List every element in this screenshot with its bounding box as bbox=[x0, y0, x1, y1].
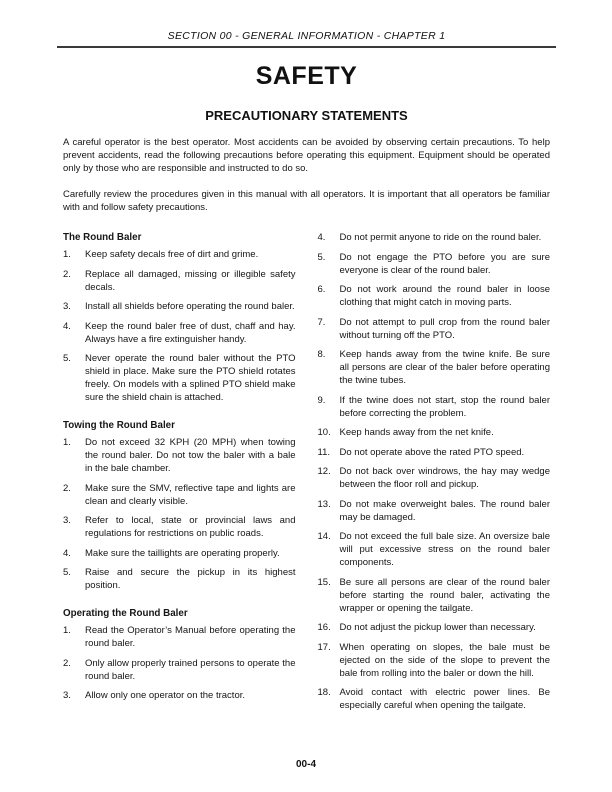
item-text: Keep hands away from the twine knife. Be sure all persons are clear of the baler before operating the twine tubes. bbox=[339, 349, 550, 386]
item-text: Keep safety decals free of dirt and grime. bbox=[85, 249, 259, 260]
page-subtitle: PRECAUTIONARY STATEMENTS bbox=[205, 108, 408, 123]
list-item bbox=[318, 348, 551, 387]
list-item bbox=[318, 316, 551, 342]
item-text: Do not permit anyone to ride on the round baler. bbox=[339, 232, 542, 243]
item-text: Never operate the round baler without the PTO shield in place. Make sure the PTO shield rotates freely. On models with a splined PTO shield make sure the shield chain is attached. bbox=[85, 353, 296, 403]
item-text: Read the Operator’s Manual before operating the round baler. bbox=[85, 625, 296, 649]
item-number: 2. bbox=[63, 657, 71, 669]
intro-paragraph-2: Carefully review the procedures given in this manual with all operators. It is important that all operators be familiar with and follow safety precautions. bbox=[63, 189, 550, 213]
right-column bbox=[318, 231, 551, 712]
section-heading: The Round Baler bbox=[63, 232, 142, 243]
list-item bbox=[63, 547, 296, 560]
item-number: 5. bbox=[63, 567, 71, 578]
item-number: 6. bbox=[317, 284, 326, 295]
page-number: 00-4 bbox=[295, 759, 316, 770]
running-head: SECTION 00 - GENERAL INFORMATION - CHAPTER 1 bbox=[167, 30, 446, 42]
item-number: 16. bbox=[317, 622, 331, 633]
item-text: If the twine does not start, stop the round baler before correcting the problem. bbox=[339, 394, 550, 419]
item-text: Only allow properly trained persons to operate the round baler. bbox=[85, 657, 296, 682]
item-text: Do not back over windrows, the hay may wedge between the floor roll and pickup. bbox=[339, 466, 550, 490]
list-item bbox=[63, 657, 296, 683]
section-the-round-baler bbox=[63, 231, 296, 404]
item-number: 1. bbox=[63, 437, 71, 448]
list-item bbox=[318, 686, 551, 712]
list-item bbox=[318, 530, 551, 569]
item-number: 18. bbox=[317, 687, 331, 698]
list-item bbox=[63, 320, 296, 346]
item-text: Do not make overweight bales. The round baler may be damaged. bbox=[339, 498, 550, 523]
item-number: 3. bbox=[63, 690, 71, 701]
section-operating-the-round-baler bbox=[63, 607, 296, 702]
item-text: Replace all damaged, missing or illegible safety decals. bbox=[85, 268, 296, 293]
header-rule bbox=[57, 46, 556, 48]
list-item bbox=[63, 566, 296, 592]
list-item bbox=[63, 300, 296, 313]
item-text: Do not work around the round baler in loose clothing that might catch in moving parts. bbox=[339, 284, 550, 308]
list-item bbox=[318, 394, 551, 420]
item-number: 15. bbox=[317, 576, 331, 588]
item-text: Do not exceed 32 KPH (20 MPH) when towing the round baler. Do not tow the baler with a bale in the bale chamber. bbox=[85, 437, 296, 474]
item-number: 3. bbox=[63, 301, 71, 312]
item-text: Make sure the taillights are operating properly. bbox=[85, 547, 280, 559]
item-number: 4. bbox=[63, 320, 71, 332]
item-number: 4. bbox=[63, 547, 71, 559]
list-item bbox=[63, 352, 296, 404]
list-item bbox=[318, 641, 551, 680]
item-text: Do not attempt to pull crop from the round baler without turning off the PTO. bbox=[339, 316, 550, 341]
item-number: 3. bbox=[63, 515, 71, 526]
item-text: Do not operate above the rated PTO speed. bbox=[339, 446, 525, 458]
item-text: Do not engage the PTO before you are sure everyone is clear of the round baler. bbox=[339, 251, 550, 276]
item-text: When operating on slopes, the bale must be ejected on the side of the slope to prevent the bale from rolling into the baler or down the hill. bbox=[339, 641, 550, 679]
item-number: 12. bbox=[317, 466, 331, 477]
item-number: 10. bbox=[317, 427, 331, 438]
item-number: 11. bbox=[317, 446, 331, 458]
item-text: Make sure the SMV, reflective tape and lights are clean and clearly visible. bbox=[85, 482, 296, 507]
intro-paragraph-1: A careful operator is the best operator. Most accidents can be avoided by observing certain precautions. To help prevent accidents, read the following precautions before operating this equipment. Equipment should be operated only by those who are responsible and instructed to do so. bbox=[63, 137, 550, 174]
item-text: Keep the round baler free of dust, chaff and hay. Always have a fire extinguisher handy. bbox=[85, 320, 296, 345]
page-header bbox=[63, 30, 550, 48]
list-item bbox=[63, 624, 296, 650]
item-text: Refer to local, state or provincial laws and regulations for restrictions on public roads. bbox=[85, 515, 296, 539]
item-text: Avoid contact with electric power lines. Be especially careful when opening the tailgate. bbox=[339, 687, 550, 711]
list-item bbox=[318, 231, 551, 244]
list-item bbox=[318, 498, 551, 524]
item-number: 1. bbox=[63, 249, 71, 260]
list-item bbox=[63, 689, 296, 702]
list-item bbox=[63, 514, 296, 540]
item-text: Install all shields before operating the round baler. bbox=[85, 301, 295, 312]
item-number: 14. bbox=[317, 531, 331, 542]
item-number: 9. bbox=[317, 394, 326, 406]
item-number: 4. bbox=[317, 232, 326, 243]
list-item bbox=[318, 426, 551, 439]
list-item bbox=[318, 621, 551, 634]
list-item bbox=[318, 446, 551, 459]
item-text: Allow only one operator on the tractor. bbox=[85, 690, 246, 701]
section-towing-the-round-baler bbox=[63, 419, 296, 592]
item-number: 2. bbox=[63, 268, 71, 280]
item-text: Be sure all persons are clear of the round baler before starting the round baler, activating the wrapper or opening the tailgate. bbox=[339, 576, 550, 614]
page-title: SAFETY bbox=[255, 62, 358, 90]
list-item bbox=[63, 436, 296, 475]
item-number: 5. bbox=[317, 251, 326, 263]
item-number: 13. bbox=[317, 498, 331, 510]
item-number: 8. bbox=[317, 349, 326, 360]
section-heading: Operating the Round Baler bbox=[63, 608, 188, 619]
two-column-body bbox=[63, 231, 550, 712]
list-item bbox=[318, 251, 551, 277]
item-number: 1. bbox=[63, 625, 71, 636]
item-number: 5. bbox=[63, 353, 71, 364]
item-text: Keep hands away from the net knife. bbox=[339, 427, 494, 438]
item-text: Raise and secure the pickup in its highest position. bbox=[85, 567, 296, 591]
list-item bbox=[63, 248, 296, 261]
item-text: Do not adjust the pickup lower than necessary. bbox=[339, 622, 536, 633]
item-number: 2. bbox=[63, 482, 71, 494]
list-item bbox=[63, 268, 296, 294]
item-number: 7. bbox=[317, 316, 326, 328]
item-number: 17. bbox=[317, 641, 331, 653]
item-text: Do not exceed the full bale size. An oversize bale will put excessive stress on the round baler components. bbox=[339, 531, 550, 568]
list-item bbox=[318, 576, 551, 615]
left-column bbox=[63, 231, 296, 712]
section-heading: Towing the Round Baler bbox=[63, 420, 175, 431]
list-item bbox=[63, 482, 296, 508]
list-item bbox=[318, 283, 551, 309]
list-item bbox=[318, 465, 551, 491]
